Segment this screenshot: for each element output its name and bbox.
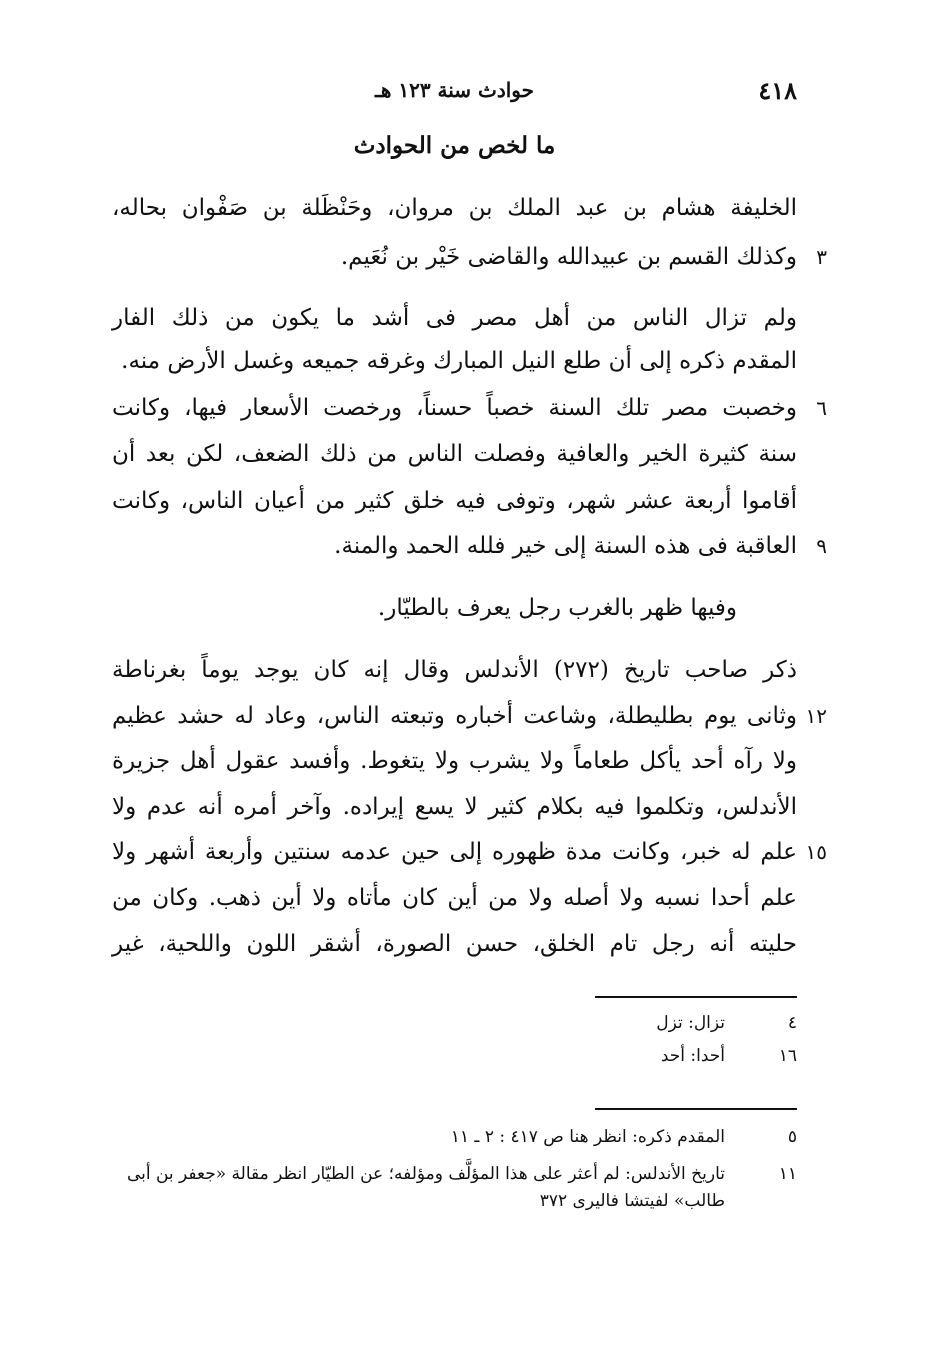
line-text: الأندلس، وتكلموا فيه بكلام كثير لا يسع إيراده. وآخر أمره أنه عدم ولا: [112, 794, 797, 820]
text-line: [112, 878, 797, 918]
line-text: علم له خبر، وكانت مدة ظهوره إلى حين عدمه سنتين وأربعة أشهر ولا: [112, 839, 797, 865]
line-text: وثانى يوم بطليطلة، وشاعت أخباره وتبعته الناس، وعاد له حشد عظيم: [112, 703, 797, 729]
line-number: ١٢: [805, 704, 827, 728]
page-number: ٤١٨: [758, 76, 797, 105]
text-line: [112, 388, 827, 428]
text-line: [112, 341, 797, 381]
text-line: [112, 588, 797, 628]
line-text: ولا رآه أحد يأكل طعاماً ولا يشرب ولا يتغوط. وأفسد عقول أهل جزيرة: [112, 748, 797, 774]
line-text: سنة كثيرة الخير والعافية وفصلت الناس من ذلك الضعف، لكن بعد أن: [112, 441, 797, 467]
line-text: العاقبة فى هذه السنة إلى خير فلله الحمد والمنة.: [334, 533, 797, 559]
running-title: حوادث سنة ١٢٣ هـ: [374, 78, 535, 102]
apparatus-divider: [595, 996, 797, 998]
line-text: أقاموا أربعة عشر شهر، وتوفى فيه خلق كثير من أعيان الناس، وكانت: [112, 488, 797, 514]
line-text: علم أحدا نسبه ولا أصله ولا من أين كان مأتاه ولا أين ذهب. وكان من: [112, 885, 797, 911]
text-line: [112, 526, 827, 566]
footnote: [112, 1124, 797, 1151]
footnote-text: المقدم ذكره: انظر هنا ص ٤١٧ : ٢ ـ ١١: [450, 1127, 725, 1147]
text-line: [112, 832, 827, 872]
note-line-number: ٤: [787, 1013, 797, 1033]
line-number: ٩: [816, 534, 827, 558]
text-line: [112, 741, 797, 781]
page-header: [112, 76, 797, 106]
line-text: المقدم ذكره إلى أن طلع النيل المبارك وغرقه جميعه وغسل الأرض منه.: [121, 348, 797, 374]
note-line-number: ١٦: [778, 1046, 797, 1066]
text-line: [112, 924, 797, 964]
text-line: [112, 787, 797, 827]
footnote-line-number: ٥: [787, 1127, 797, 1147]
footnote-text: تاريخ الأندلس: لم أعثر على هذا المؤلَّف ومؤلفه؛ عن الطيّار انظر مقالة «جعفر بن أبى طالب» لفيتشا فاليرى ٣٧٢: [126, 1164, 725, 1211]
line-text: الخليفة هشام بن عبد الملك بن مروان، وحَنْظَلة بن صَفْوان بحاله،: [112, 195, 797, 221]
line-text: وكذلك القسم بن عبيدالله والقاضى خَيْر بن نُعَيم.: [340, 244, 797, 270]
line-number: ١٥: [805, 840, 827, 864]
line-text: حليته أنه رجل تام الخلق، حسن الصورة، أشقر اللون واللحية، غير: [112, 931, 797, 957]
text-line: [112, 650, 797, 690]
line-text: وفيها ظهر بالغرب رجل يعرف بالطيّار.: [377, 595, 737, 621]
text-line: [112, 481, 797, 521]
section-title: ما لخص من الحوادث: [353, 132, 556, 159]
text-line: [112, 696, 827, 736]
line-text: وخصبت مصر تلك السنة خصباً حسناً، ورخصت الأسعار فيها، وكانت: [112, 395, 797, 421]
note-text: تزال: تزل: [656, 1013, 725, 1033]
footnote: [112, 1161, 797, 1221]
text-line: [112, 237, 827, 277]
text-line: [112, 298, 797, 338]
footnotes-divider: [595, 1108, 797, 1110]
note-text: أحدا: أحد: [660, 1046, 725, 1066]
line-number: ٦: [816, 396, 827, 420]
line-text: ولم تزال الناس من أهل مصر فى أشد ما يكون من ذلك الفار: [112, 305, 797, 331]
line-text: ذكر صاحب تاريخ (٢٧٢) الأندلس وقال إنه كان يوجد يوماً بغرناطة: [112, 657, 797, 683]
apparatus-note: [112, 1010, 797, 1037]
text-line: [112, 188, 797, 228]
footnote-line-number: ١١: [778, 1164, 797, 1184]
line-number: ٣: [816, 245, 827, 269]
apparatus-note: [112, 1043, 797, 1070]
text-line: [112, 434, 797, 474]
